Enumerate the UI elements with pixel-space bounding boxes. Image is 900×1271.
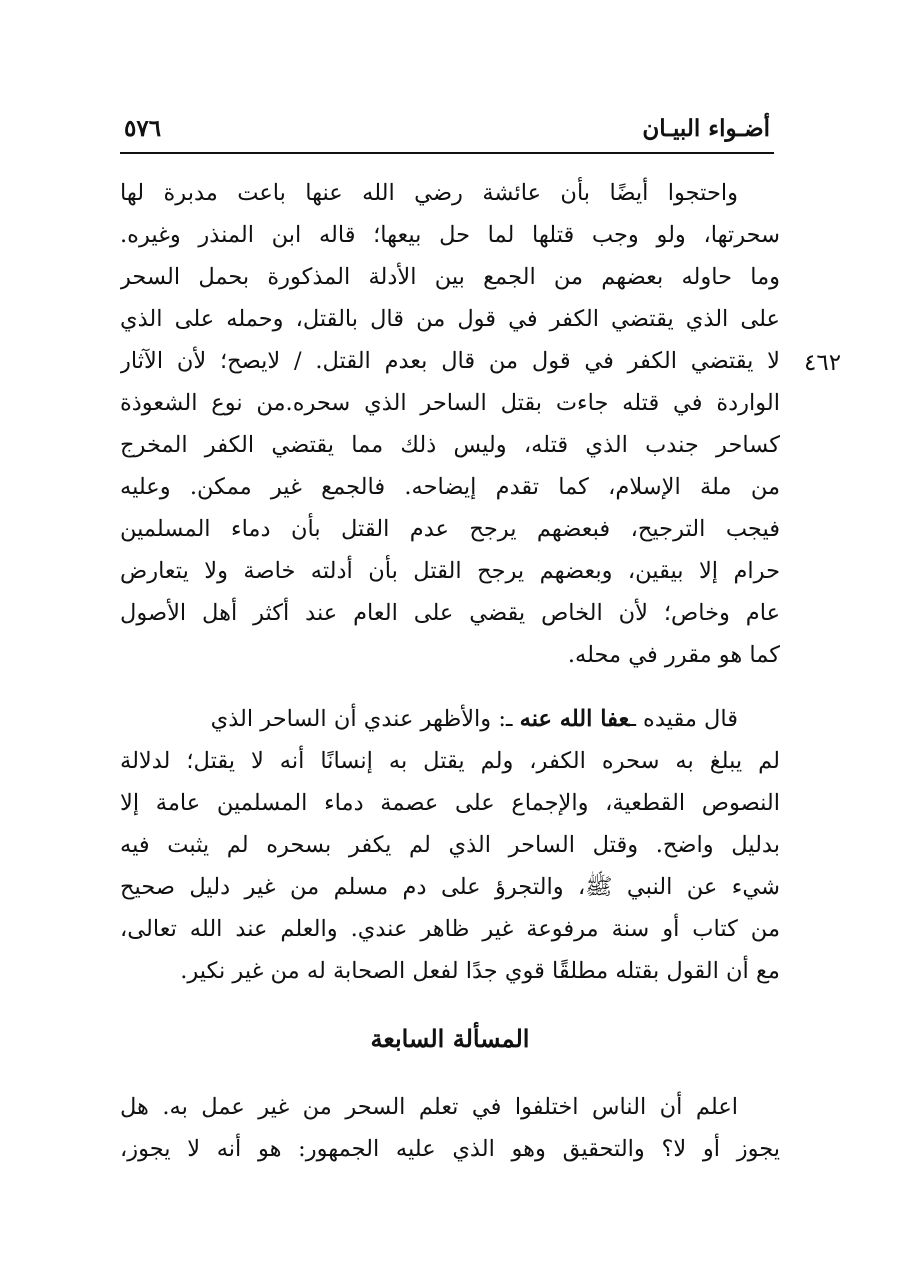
running-header <box>120 108 770 152</box>
text-fragment: ـ: والأظهر عندي أن الساحر الذي <box>210 706 513 732</box>
text-fragment: قال مقيده ـ <box>629 706 738 732</box>
text-line: حرام إلا بيقين، وبعضهم يرجح القتل بأن أدلته خاصة ولا يتعارض <box>120 558 780 584</box>
book-title: أضـواء البيـان <box>642 115 770 142</box>
header-rule <box>120 152 774 154</box>
text-line: اعلم أن الناس اختلفوا في تعلم السحر من غير عمل به. هل <box>120 1094 738 1120</box>
text-line: النصوص القطعية، والإجماع على عصمة دماء المسلمين عامة إلا <box>120 790 780 816</box>
text-line: يجوز أو لا؟ والتحقيق وهو الذي عليه الجمهور: هو أنه لا يجوز، <box>120 1136 780 1162</box>
text-line: شيء عن النبي ﷺ، والتجرؤ على دم مسلم من غير دليل صحيح <box>120 874 780 900</box>
page-number: ٥٧٦ <box>124 115 162 142</box>
paragraph-1 <box>120 172 780 676</box>
section-heading: المسألة السابعة <box>370 1024 530 1053</box>
text-line: كساحر جندب الذي قتله، وليس ذلك مما يقتضي الكفر المخرج <box>120 432 780 458</box>
paragraph-gap <box>120 676 780 698</box>
page-body <box>120 172 780 1170</box>
text-line: لا يقتضي الكفر في قول من قال بعدم القتل. / لايصح؛ لأن الآثار <box>120 348 780 374</box>
bold-phrase: عفا الله عنه <box>519 706 630 732</box>
text-line: مع أن القول بقتله مطلقًا قوي جدًا لفعل الصحابة له من غير نكير. <box>180 958 780 984</box>
text-line: وما حاوله بعضهم من الجمع بين الأدلة المذكورة بحمل السحر <box>120 264 780 290</box>
paragraph-gap <box>120 992 780 1014</box>
text-line: واحتجوا أيضًا بأن عائشة رضي الله عنها باعت مدبرة لها <box>120 180 738 206</box>
paragraph-2 <box>120 698 780 992</box>
paragraph-gap <box>120 1064 780 1086</box>
text-line: فيجب الترجيح، فبعضهم يرجح عدم القتل بأن دماء المسلمين <box>120 516 780 542</box>
text-line <box>120 698 780 740</box>
text-line: الواردة في قتله جاءت بقتل الساحر الذي سحره.من نوع الشعوذة <box>120 390 780 416</box>
text-line: من كتاب أو سنة مرفوعة غير ظاهر عندي. والعلم عند الله تعالى، <box>120 916 780 942</box>
margin-reference-number: ٤٦٢ <box>804 350 842 376</box>
text-line: بدليل واضح. وقتل الساحر الذي لم يكفر بسحره لم يثبت فيه <box>120 832 780 858</box>
text-line: سحرتها، ولو وجب قتلها لما حل بيعها؛ قاله ابن المنذر وغيره. <box>120 222 780 248</box>
text-line: لم يبلغ به سحره الكفر، ولم يقتل به إنسانًا أنه لا يقتل؛ لدلالة <box>120 748 780 774</box>
text-line: عام وخاص؛ لأن الخاص يقضي على العام عند أكثر أهل الأصول <box>120 600 780 626</box>
text-line: كما هو مقرر في محله. <box>567 642 780 668</box>
text-line: من ملة الإسلام، كما تقدم إيضاحه. فالجمع غير ممكن. وعليه <box>120 474 780 500</box>
paragraph-3 <box>120 1086 780 1170</box>
text-line: على الذي يقتضي الكفر في قول من قال بالقتل، وحمله على الذي <box>120 306 780 332</box>
